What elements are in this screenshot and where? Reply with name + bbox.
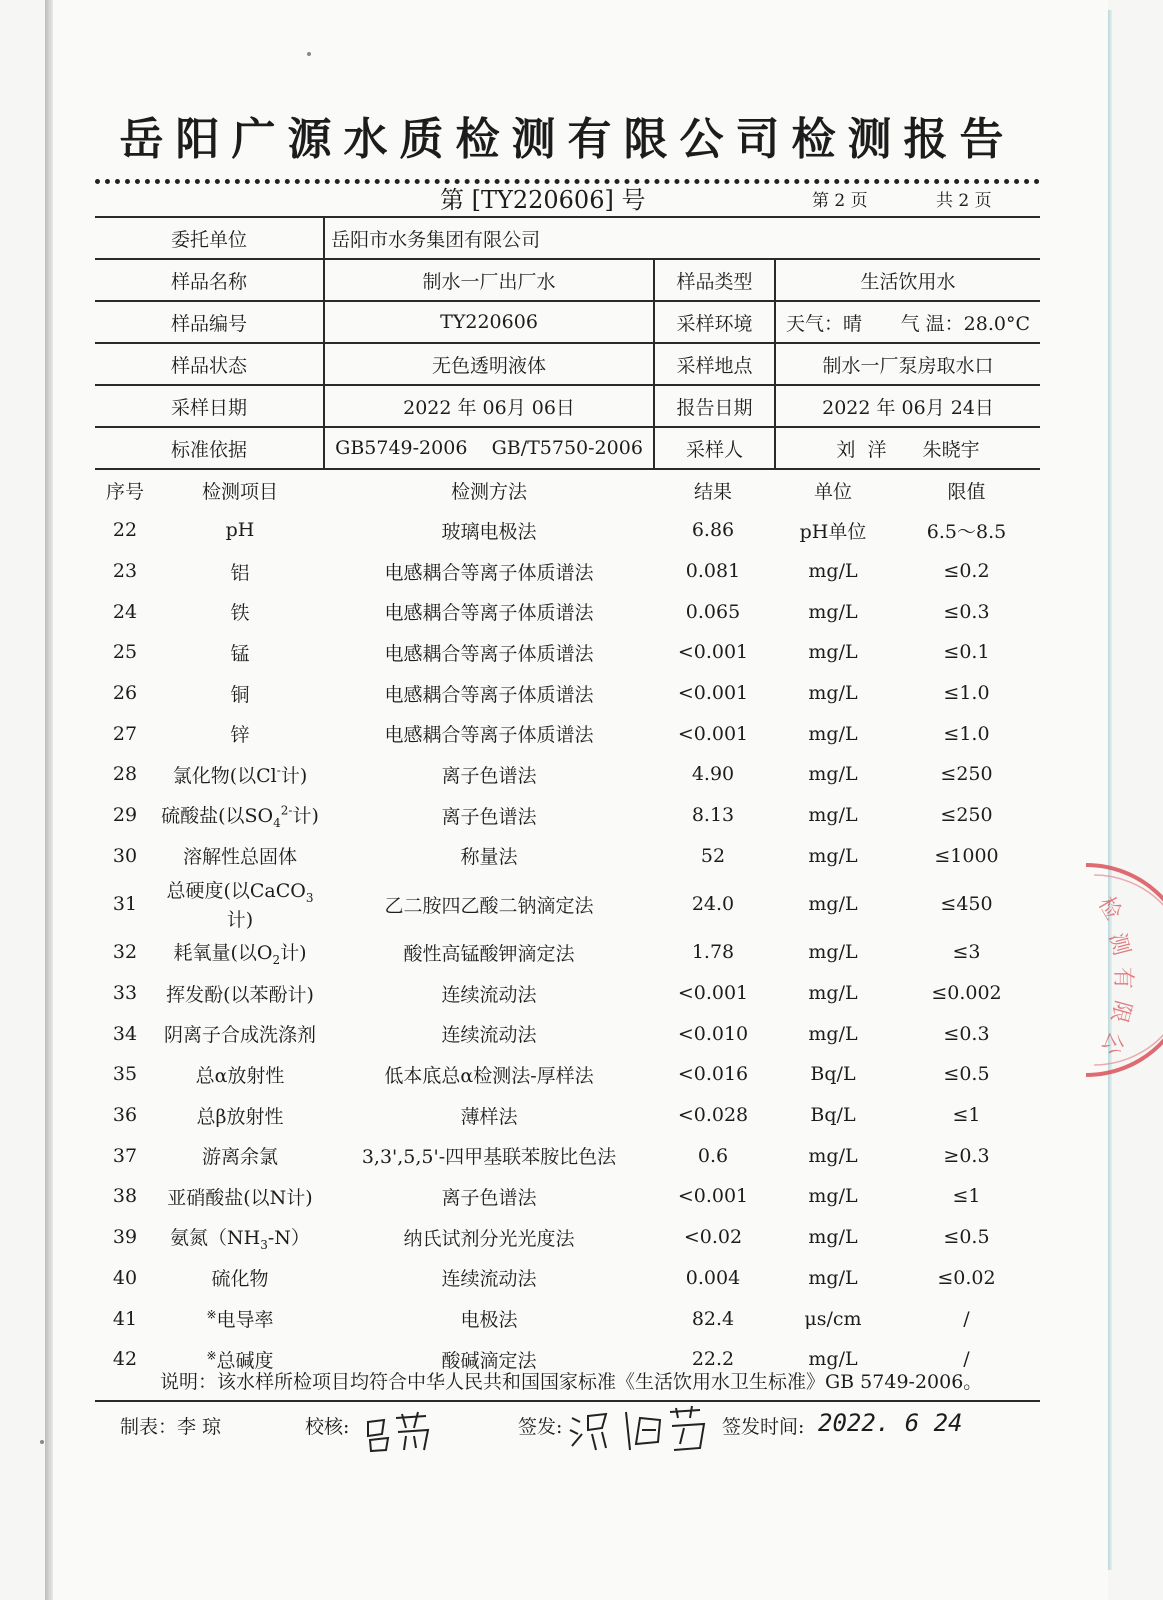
company-seal bbox=[1066, 855, 1163, 1085]
test-item-part: - bbox=[276, 763, 281, 778]
test-result: <0.028 bbox=[677, 1104, 749, 1127]
result-row bbox=[95, 510, 1040, 551]
test-item bbox=[155, 754, 325, 795]
result-row bbox=[95, 876, 1040, 932]
test-method: 薄样法 bbox=[460, 1105, 518, 1128]
test-method: 电感耦合等离子体质谱法 bbox=[384, 724, 594, 747]
column-header: 序号 bbox=[105, 480, 144, 503]
test-method: 电极法 bbox=[460, 1309, 518, 1332]
test-method: 玻璃电极法 bbox=[441, 520, 537, 543]
row-number: 31 bbox=[112, 893, 138, 916]
test-method: 连续流动法 bbox=[441, 1024, 537, 1047]
test-result: <0.016 bbox=[677, 1063, 749, 1086]
test-unit: mg/L bbox=[808, 893, 858, 916]
info-label: 采样人 bbox=[654, 427, 775, 469]
test-method: 3,3',5,5'-四甲基联苯胺比色法 bbox=[361, 1146, 617, 1169]
test-unit: mg/L bbox=[808, 641, 858, 664]
test-result: 4.90 bbox=[691, 763, 735, 786]
test-limit: / bbox=[963, 1307, 970, 1330]
test-item: 游离余氯 bbox=[201, 1146, 278, 1169]
row-number: 28 bbox=[112, 763, 138, 786]
test-result: 6.86 bbox=[691, 519, 735, 542]
test-unit: mg/L bbox=[808, 1226, 858, 1249]
result-row bbox=[95, 1176, 1040, 1217]
issued-by-label: 签发: bbox=[518, 1416, 563, 1438]
row-number: 27 bbox=[112, 722, 138, 745]
test-result: <0.001 bbox=[677, 722, 749, 745]
test-unit: Bq/L bbox=[810, 1104, 856, 1127]
standard-row bbox=[95, 427, 1040, 469]
info-label: 采样地点 bbox=[654, 343, 775, 385]
test-method: 乙二胺四乙酸二钠滴定法 bbox=[384, 894, 594, 917]
test-method: 酸性高锰酸钾滴定法 bbox=[403, 942, 575, 965]
results-header-row bbox=[95, 470, 1040, 510]
row-number: 25 bbox=[112, 641, 138, 664]
test-limit: ≤250 bbox=[940, 804, 993, 827]
test-method: 电感耦合等离子体质谱法 bbox=[384, 683, 594, 706]
results-table bbox=[95, 470, 1040, 1380]
test-result: 0.004 bbox=[685, 1266, 741, 1289]
info-label: 采样日期 bbox=[95, 385, 324, 427]
svg-text:检: 检 bbox=[1092, 892, 1126, 925]
info-label: 样品名称 bbox=[95, 259, 324, 301]
info-label: 采样环境 bbox=[654, 301, 775, 343]
test-unit: mg/L bbox=[808, 1266, 858, 1289]
scan-speck bbox=[40, 1440, 44, 1444]
row-number: 22 bbox=[112, 519, 138, 542]
conclusion-note: 说明：该水样所检项目均符合中华人民共和国国家标准《生活饮用水卫生标准》GB 5749-2006。 bbox=[160, 1371, 983, 1393]
test-item bbox=[155, 1217, 325, 1258]
test-unit: mg/L bbox=[808, 763, 858, 786]
test-method: 连续流动法 bbox=[441, 983, 537, 1006]
info-value: 无色透明液体 bbox=[324, 343, 654, 385]
weather-value: 天气：晴 bbox=[786, 312, 863, 335]
test-method: 酸碱滴定法 bbox=[441, 1349, 537, 1372]
row-number: 41 bbox=[112, 1307, 138, 1330]
test-limit: / bbox=[963, 1348, 970, 1371]
test-item: 溶解性总固体 bbox=[182, 846, 297, 869]
test-result: 0.065 bbox=[685, 600, 741, 623]
test-result: 0.081 bbox=[685, 560, 741, 583]
test-limit: ≤1.0 bbox=[943, 682, 990, 705]
test-result: <0.001 bbox=[677, 982, 749, 1005]
result-row bbox=[95, 795, 1040, 836]
test-item bbox=[155, 1298, 325, 1339]
reviewed-by-label: 校核: bbox=[305, 1416, 350, 1438]
sample-name-row bbox=[95, 259, 1040, 301]
row-number: 40 bbox=[112, 1266, 138, 1289]
info-value: 制水一厂泵房取水口 bbox=[775, 343, 1040, 385]
test-result: <0.010 bbox=[677, 1022, 749, 1045]
test-result: 0.6 bbox=[697, 1144, 729, 1167]
test-unit: mg/L bbox=[808, 982, 858, 1005]
page-total: 共 2 页 bbox=[936, 191, 992, 211]
client-label: 委托单位 bbox=[95, 217, 324, 259]
test-limit: ≤0.5 bbox=[943, 1063, 990, 1086]
test-method: 低本底总α检测法-厚样法 bbox=[384, 1064, 594, 1087]
test-unit: mg/L bbox=[808, 600, 858, 623]
svg-text:测: 测 bbox=[1103, 930, 1134, 959]
result-row bbox=[95, 973, 1040, 1014]
test-method: 离子色谱法 bbox=[441, 764, 537, 787]
test-limit: ≤0.3 bbox=[943, 600, 990, 623]
test-unit: mg/L bbox=[808, 1022, 858, 1045]
row-number: 42 bbox=[112, 1348, 138, 1371]
test-item: 锰 bbox=[230, 642, 250, 665]
test-item-part: 氯化物(以Cl bbox=[172, 764, 277, 787]
row-number: 36 bbox=[112, 1104, 138, 1127]
row-number: 30 bbox=[112, 844, 138, 867]
info-value: 2022 年 06月 24日 bbox=[775, 385, 1040, 427]
issue-time-label: 签发时间: bbox=[722, 1416, 805, 1438]
row-number: 23 bbox=[112, 560, 138, 583]
test-limit: ≤450 bbox=[940, 893, 993, 916]
result-row bbox=[95, 1013, 1040, 1054]
test-item: 亚硝酸盐(以N计) bbox=[167, 1186, 313, 1209]
test-item: 总β放射性 bbox=[196, 1105, 284, 1128]
row-number: 33 bbox=[112, 982, 138, 1005]
test-item-part: 耗氧量(以O bbox=[173, 941, 273, 964]
test-item-part: 总硬度(以CaCO bbox=[166, 880, 306, 903]
info-label: 标准依据 bbox=[95, 427, 324, 469]
test-limit: ≤0.3 bbox=[943, 1022, 990, 1045]
test-limit: ≤1 bbox=[952, 1185, 981, 1208]
test-item bbox=[155, 876, 325, 932]
temperature-value: 气 温：28.0°C bbox=[900, 312, 1030, 335]
test-limit: ≤1.0 bbox=[943, 722, 990, 745]
test-method: 电感耦合等离子体质谱法 bbox=[384, 602, 594, 625]
test-item-part: ※ bbox=[206, 1307, 217, 1322]
column-header: 限值 bbox=[947, 480, 986, 503]
test-unit: mg/L bbox=[808, 722, 858, 745]
test-item: 阴离子合成洗涤剂 bbox=[163, 1024, 316, 1047]
test-limit: ≤0.1 bbox=[943, 641, 990, 664]
scan-speck bbox=[307, 52, 311, 56]
test-item-part: 电导率 bbox=[216, 1309, 274, 1332]
test-item-part: ※ bbox=[206, 1348, 217, 1363]
info-label: 样品类型 bbox=[654, 259, 775, 301]
sample-state-row bbox=[95, 343, 1040, 385]
test-item-part: 氨氮（NH bbox=[170, 1226, 261, 1249]
test-item: 硫化物 bbox=[211, 1268, 269, 1291]
test-limit: ≥0.3 bbox=[943, 1144, 990, 1167]
test-limit: ≤1000 bbox=[934, 844, 999, 867]
test-item: 锌 bbox=[230, 724, 250, 747]
info-value: TY220606 bbox=[324, 301, 654, 343]
result-row bbox=[95, 551, 1040, 592]
row-number: 34 bbox=[112, 1022, 138, 1045]
info-value: 生活饮用水 bbox=[775, 259, 1040, 301]
row-number: 35 bbox=[112, 1063, 138, 1086]
results-body bbox=[95, 510, 1040, 1380]
test-limit: ≤3 bbox=[952, 941, 981, 964]
test-unit: mg/L bbox=[808, 1144, 858, 1167]
dates-row bbox=[95, 385, 1040, 427]
test-limit: 6.5～8.5 bbox=[926, 520, 1007, 543]
test-item: 总α放射性 bbox=[195, 1064, 285, 1087]
test-method: 电感耦合等离子体质谱法 bbox=[384, 642, 594, 665]
test-item-part: 2 bbox=[272, 952, 281, 967]
row-number: 26 bbox=[112, 682, 138, 705]
report-title: 岳阳广源水质检测有限公司检测报告 bbox=[119, 114, 1016, 165]
reviewer-signature bbox=[362, 1408, 434, 1454]
result-row bbox=[95, 1054, 1040, 1095]
test-method: 称量法 bbox=[460, 846, 518, 869]
result-row bbox=[95, 1298, 1040, 1339]
test-method: 离子色谱法 bbox=[441, 1186, 537, 1209]
sampling-environment bbox=[775, 301, 1040, 343]
result-row bbox=[95, 1135, 1040, 1176]
column-header: 单位 bbox=[813, 480, 852, 503]
test-item-part: 总碱度 bbox=[216, 1349, 274, 1372]
info-value: 2022 年 06月 06日 bbox=[324, 385, 654, 427]
client-value: 岳阳市水务集团有限公司 bbox=[324, 217, 1040, 259]
test-item-part: 计) bbox=[226, 908, 254, 931]
column-header: 检测方法 bbox=[450, 480, 527, 503]
result-row bbox=[95, 836, 1040, 877]
test-item-part: -N） bbox=[267, 1226, 310, 1249]
info-value: GB5749-2006 GB/T5750-2006 bbox=[324, 427, 654, 469]
test-limit: ≤250 bbox=[940, 763, 993, 786]
sample-id-row bbox=[95, 301, 1040, 343]
test-limit: ≤0.5 bbox=[943, 1226, 990, 1249]
client-row bbox=[95, 217, 1040, 259]
test-item: pH bbox=[225, 519, 255, 542]
sample-info-table bbox=[95, 216, 1040, 470]
test-limit: ≤0.02 bbox=[937, 1266, 996, 1289]
test-unit: mg/L bbox=[808, 804, 858, 827]
test-limit: ≤0.2 bbox=[943, 560, 990, 583]
info-value: 制水一厂出厂水 bbox=[324, 259, 654, 301]
row-number: 38 bbox=[112, 1185, 138, 1208]
row-number: 32 bbox=[112, 941, 138, 964]
test-result: <0.001 bbox=[677, 1185, 749, 1208]
result-row bbox=[95, 1257, 1040, 1298]
test-item-part: 4 bbox=[273, 815, 281, 830]
result-row bbox=[95, 673, 1040, 714]
test-item-part: 计) bbox=[280, 764, 308, 787]
test-item bbox=[155, 795, 325, 836]
test-result: 24.0 bbox=[691, 893, 735, 916]
result-row bbox=[95, 754, 1040, 795]
test-item-part: 计) bbox=[280, 941, 307, 964]
test-item: 铜 bbox=[230, 683, 250, 706]
info-label: 报告日期 bbox=[654, 385, 775, 427]
test-method: 电感耦合等离子体质谱法 bbox=[384, 561, 594, 584]
footer-rule bbox=[95, 1400, 1040, 1402]
report-number: 第 [TY220606] 号 bbox=[440, 186, 646, 214]
test-item bbox=[155, 932, 325, 973]
column-header: 结果 bbox=[693, 480, 732, 503]
test-result: 22.2 bbox=[691, 1348, 735, 1371]
issuer-signature bbox=[566, 1404, 716, 1454]
result-row bbox=[95, 591, 1040, 632]
result-row bbox=[95, 1095, 1040, 1136]
test-result: 52 bbox=[700, 844, 726, 867]
test-item: 铝 bbox=[230, 561, 250, 584]
test-method: 纳氏试剂分光光度法 bbox=[403, 1227, 575, 1250]
test-result: <0.001 bbox=[677, 682, 749, 705]
test-result: <0.001 bbox=[677, 641, 749, 664]
result-row bbox=[95, 932, 1040, 973]
test-unit: pH单位 bbox=[799, 520, 867, 543]
test-limit: ≤0.002 bbox=[931, 982, 1002, 1005]
result-row bbox=[95, 1217, 1040, 1258]
test-method: 连续流动法 bbox=[441, 1268, 537, 1291]
test-result: 1.78 bbox=[691, 941, 735, 964]
result-row bbox=[95, 713, 1040, 754]
test-unit: mg/L bbox=[808, 941, 858, 964]
test-item-part: 计) bbox=[292, 804, 319, 827]
test-unit: Bq/L bbox=[810, 1063, 856, 1086]
test-unit: mg/L bbox=[808, 682, 858, 705]
test-item: 挥发酚(以苯酚计) bbox=[166, 983, 314, 1006]
column-header: 检测项目 bbox=[201, 480, 278, 503]
test-limit: ≤1 bbox=[952, 1104, 981, 1127]
svg-text:有: 有 bbox=[1110, 967, 1135, 990]
test-unit: mg/L bbox=[808, 1348, 858, 1371]
test-item-part: 2- bbox=[280, 803, 293, 818]
issue-time-value: 2022. 6 24 bbox=[818, 1409, 963, 1437]
test-result: 8.13 bbox=[691, 804, 735, 827]
row-number: 24 bbox=[112, 600, 138, 623]
test-item-part: 硫酸盐(以SO bbox=[161, 804, 274, 827]
result-row bbox=[95, 632, 1040, 673]
test-item: 铁 bbox=[230, 602, 250, 625]
test-unit: mg/L bbox=[808, 844, 858, 867]
prepared-by: 制表：李 琼 bbox=[120, 1416, 222, 1438]
row-number: 29 bbox=[112, 804, 138, 827]
row-number: 37 bbox=[112, 1144, 138, 1167]
test-item-part: 3 bbox=[260, 1237, 268, 1252]
info-label: 样品编号 bbox=[95, 301, 324, 343]
svg-text:限: 限 bbox=[1105, 997, 1136, 1026]
scan-edge-left bbox=[45, 0, 53, 1600]
page-number: 第 2 页 bbox=[812, 191, 868, 211]
test-unit: mg/L bbox=[808, 1185, 858, 1208]
row-number: 39 bbox=[112, 1226, 138, 1249]
test-method: 离子色谱法 bbox=[441, 805, 537, 828]
test-result: 82.4 bbox=[691, 1307, 735, 1330]
test-result: <0.02 bbox=[683, 1226, 743, 1249]
svg-text:公: 公 bbox=[1095, 1027, 1129, 1059]
test-unit: mg/L bbox=[808, 560, 858, 583]
info-label: 样品状态 bbox=[95, 343, 324, 385]
scan-edge-right bbox=[1108, 10, 1112, 1570]
info-value: 刘 洋 朱晓宇 bbox=[775, 427, 1040, 469]
test-item-part: 3 bbox=[305, 890, 314, 905]
test-unit: μs/cm bbox=[804, 1307, 862, 1330]
